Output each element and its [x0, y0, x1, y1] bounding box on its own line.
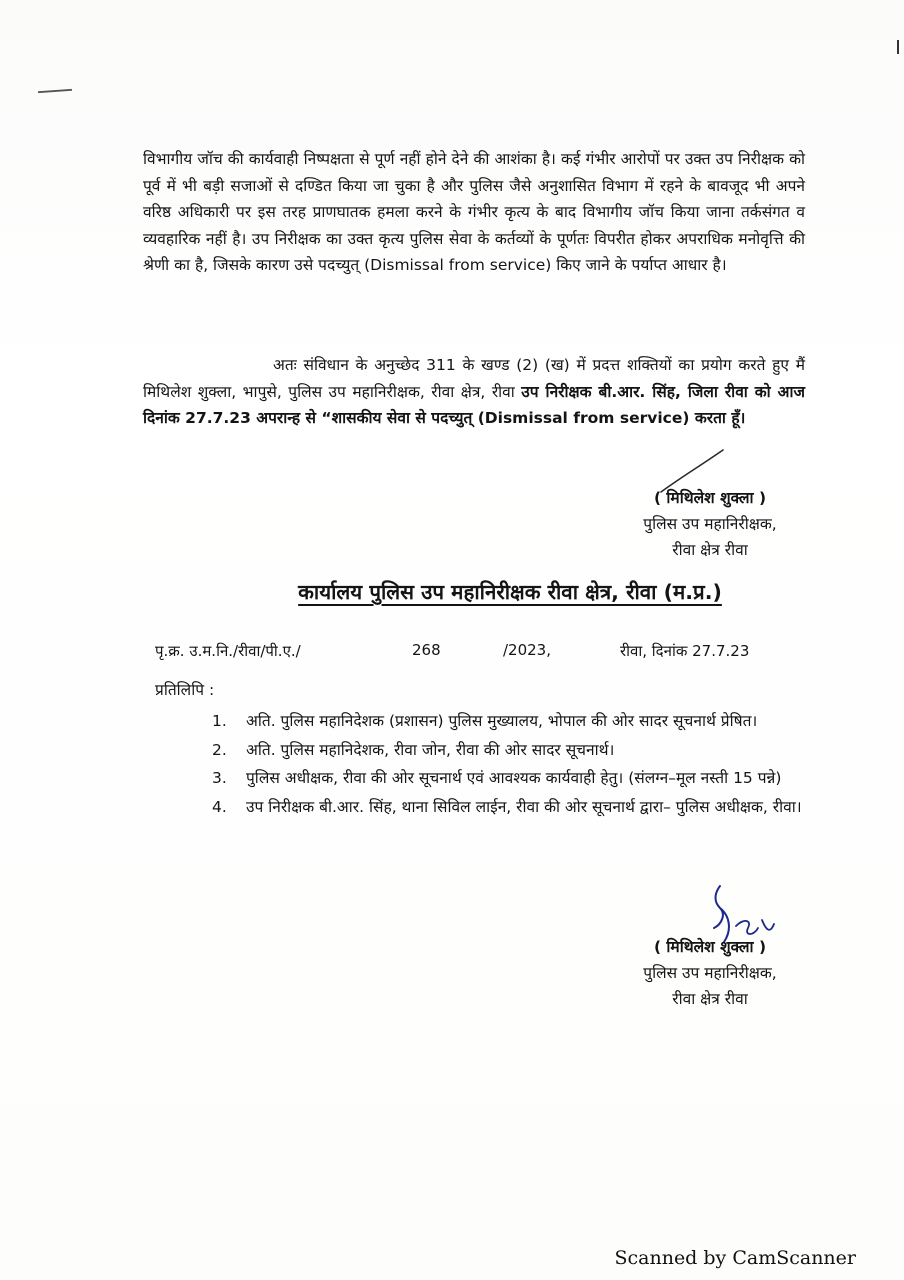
- signature-block-1: [580, 485, 840, 563]
- ref-number: 268: [412, 641, 441, 659]
- ref-year: /2023,: [503, 641, 551, 659]
- copy-number: 1.: [212, 712, 227, 730]
- copy-text: उप निरीक्षक बी.आर. सिंह, थाना सिविल लाईन, रीवा की ओर सूचनार्थ द्वारा– पुलिस अधीक्षक, रीवा।: [246, 797, 802, 816]
- copy-item: [206, 794, 806, 821]
- signatory-name: ( मिथिलेश शुक्ला ): [653, 938, 767, 956]
- copy-item: [206, 737, 806, 764]
- copy-text: पुलिस अधीक्षक, रीवा की ओर सूचनार्थ एवं आवश्यक कार्यवाही हेतु। (संलग्न–मूल नस्ती 15 पन्ने): [246, 769, 782, 787]
- copy-number: 2.: [212, 740, 227, 759]
- scan-mark: [38, 89, 72, 93]
- signature-block-2: [580, 934, 840, 1012]
- signatory-location: रीवा क्षेत्र रीवा: [672, 541, 748, 559]
- copy-item: [206, 708, 806, 735]
- order-text: अतः संविधान के अनुच्छेद 311 के खण्ड (2) (ख) में प्रदत्त शक्तियों का प्रयोग करते हुए मैं मिथिलेश शुक्ला, भापुसे, पुलिस उप महानिरीक्षक, रीवा क्षेत्र, रीवा: [143, 356, 805, 401]
- copy-list: [206, 708, 806, 822]
- signatory-name: ( मिथिलेश शुक्ला ): [653, 489, 767, 507]
- ref-place-date: रीवा, दिनांक 27.7.23: [620, 642, 750, 660]
- camscanner-watermark: Scanned by CamScanner: [614, 1247, 856, 1269]
- copy-text: अति. पुलिस महानिदेशक (प्रशासन) पुलिस मुख्यालय, भोपाल की ओर सादर सूचनार्थ प्रेषित।: [246, 712, 758, 730]
- order-text-bold: उप निरीक्षक बी.आर. सिंह, जिला रीवा को आज दिनांक 27.7.23 अपरान्ह से “शासकीय सेवा से पदच्युत् (Dismissal from service) करता हूँ।: [143, 382, 805, 427]
- scan-mark: [897, 40, 899, 54]
- copy-number: 3.: [212, 769, 227, 787]
- paragraph-body-1: विभागीय जॉच की कार्यवाही निष्पक्षता से पूर्ण नहीं होने देने की आशंका है। कई गंभीर आरोपों पर उक्त उप निरीक्षक को पूर्व में भी बड़ी सजाओं से दण्डित किया जा चुका है और पुलिस जैसे अनुशासित विभाग में रहने के बावजूद भी अपने वरिष्ठ अधिकारी पर इस तरह प्राणघातक हमला करने के गंभीर कृत्य के बाद विभागीय जॉच किया जाना तर्कसंगत व व्यवहारिक नहीं है। उप निरीक्षक का उक्त कृत्य पुलिस सेवा के कर्तव्यों के पूर्णतः विपरीत होकर अपराधिक मनोवृत्ति की श्रेणी का है, जिसके कारण उसे पदच्युत् (Dismissal from service) किए जाने के पर्याप्त आधार है।: [143, 150, 805, 274]
- copy-text: अति. पुलिस महानिदेशक, रीवा जोन, रीवा की ओर सादर सूचनार्थ।: [246, 740, 615, 759]
- ref-prefix: पृ.क्र. उ.म.नि./रीवा/पी.ए./: [155, 642, 301, 660]
- office-title: कार्यालय पुलिस उप महानिरीक्षक रीवा क्षेत्र, रीवा (म.प्र.): [298, 580, 722, 604]
- signatory-location: रीवा क्षेत्र रीवा: [672, 990, 748, 1008]
- copy-item: [206, 765, 806, 792]
- signatory-designation: पुलिस उप महानिरीक्षक,: [643, 515, 777, 533]
- paragraph-order: [143, 352, 805, 432]
- copy-label: प्रतिलिपि :: [155, 681, 215, 699]
- copy-number: 4.: [212, 797, 227, 816]
- signatory-designation: पुलिस उप महानिरीक्षक,: [643, 964, 777, 982]
